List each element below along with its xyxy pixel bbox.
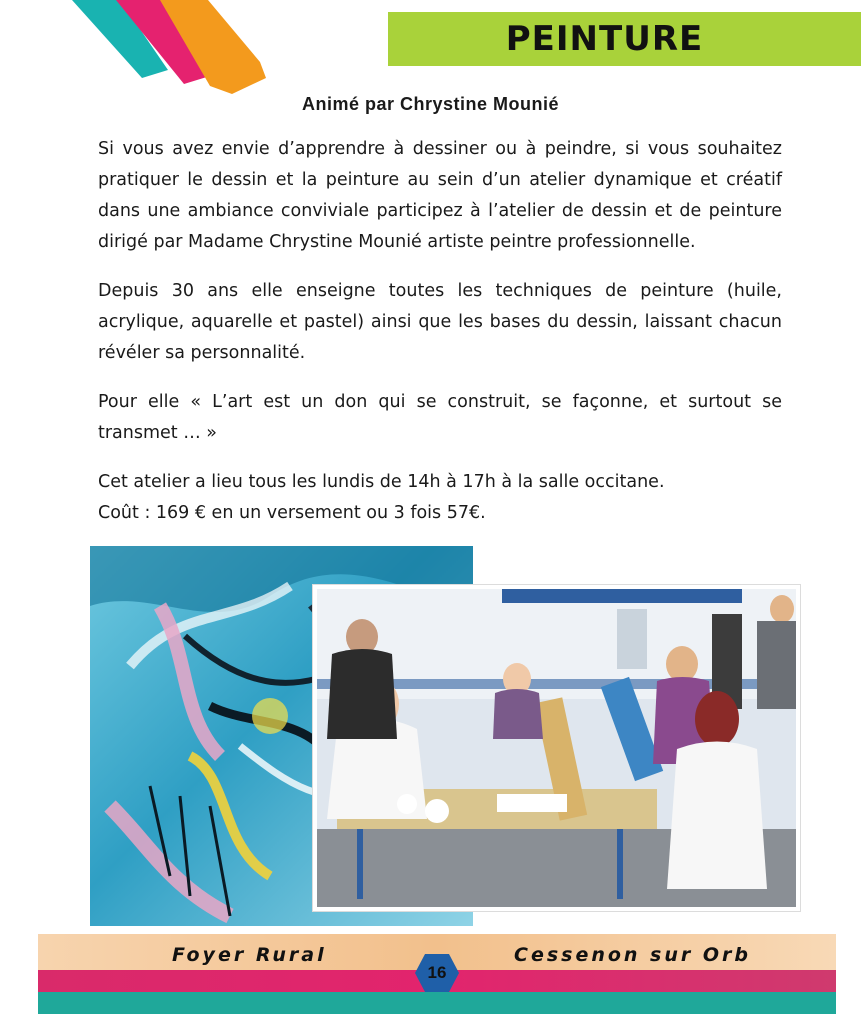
page-title: PEINTURE — [505, 19, 704, 59]
page-number-badge — [414, 952, 460, 994]
page-title-bar — [388, 12, 861, 66]
schedule-text: Cet atelier a lieu tous les lundis de 14h à 17h à la salle occitane. — [98, 472, 665, 492]
decorative-ribbons — [60, 0, 280, 100]
article-body — [98, 134, 782, 529]
footer-location: Cessenon sur Orb — [514, 944, 751, 966]
paragraph-experience: Depuis 30 ans elle enseigne toutes les techniques de peinture (huile, acrylique, aquarelle et pastel) ainsi que les bases du dessin, laissant chacun révéler sa personnalité. — [98, 281, 782, 363]
workshop-photo — [313, 585, 800, 911]
cost-text: Coût : 169 € en un versement ou 3 fois 57€. — [98, 503, 486, 523]
footer-organization: Foyer Rural — [172, 944, 327, 966]
subtitle: Animé par Chrystine Mounié — [301, 94, 560, 114]
page-number: 16 — [427, 963, 447, 982]
paragraph-intro: Si vous avez envie d’apprendre à dessiner ou à peindre, si vous souhaitez pratiquer le dessin et la peinture au sein d’un atelier dynamique et créatif dans une ambiance conviviale participez à l’atelier de dessin et de peinture dirigé par Madame Chrystine Mounié artiste peintre professionnelle. — [98, 139, 782, 252]
paragraph-quote: Pour elle « L’art est un don qui se construit, se façonne, et surtout se transmet … » — [98, 392, 782, 443]
